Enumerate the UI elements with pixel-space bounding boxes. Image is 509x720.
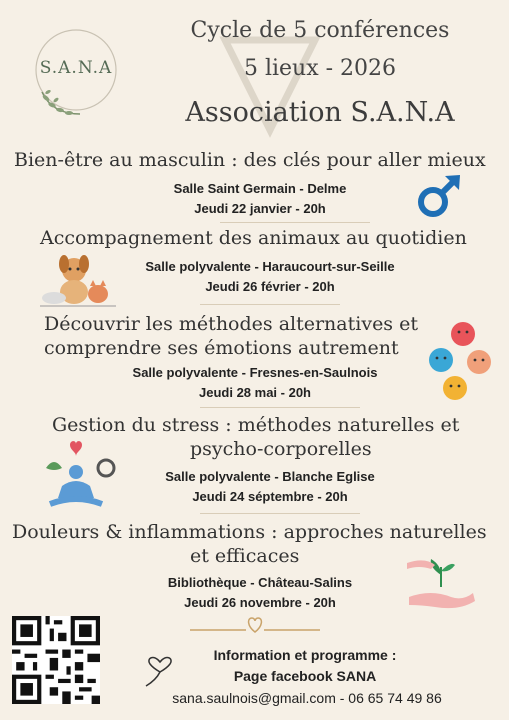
conference-1-title: Bien-être au masculin : des clés pour aller mieux (14, 149, 486, 171)
separator (200, 513, 360, 514)
conference-3-date: Jeudi 28 mai - 20h (199, 385, 311, 400)
conference-5-title-line1: Douleurs & inflammations : approches naturelles (12, 521, 487, 543)
info-line1: Information et programme : (213, 647, 397, 663)
qr-code-icon[interactable] (12, 616, 100, 704)
conference-1-date: Jeudi 22 janvier - 20h (194, 201, 326, 216)
male-symbol-icon (415, 170, 465, 220)
separator (200, 304, 340, 305)
conference-5-title-line2: et efficaces (190, 545, 300, 567)
separator (200, 407, 360, 408)
conference-4-place: Salle polyvalente - Blanche Eglise (165, 469, 375, 484)
conference-2-title: Accompagnement des animaux au quotidien (40, 227, 467, 249)
info-line2[interactable]: Page facebook SANA (233, 668, 377, 684)
conference-2-date: Jeudi 26 février - 20h (205, 279, 335, 294)
conference-2-place: Salle polyvalente - Haraucourt-sur-Seille (145, 259, 395, 274)
conference-4-title-line1: Gestion du stress : méthodes naturelles et (52, 414, 460, 436)
conference-5-date: Jeudi 26 novembre - 20h (184, 595, 336, 610)
conference-3-title-line1: Découvrir les méthodes alternatives et (44, 313, 418, 335)
conference-4-title-line2: psycho-corporelles (190, 438, 372, 460)
meditation-icon (40, 438, 120, 512)
conference-3-place: Salle polyvalente - Fresnes-en-Saulnois (132, 365, 378, 380)
separator (220, 222, 370, 223)
logo (22, 22, 130, 122)
heart-divider-icon (190, 614, 320, 636)
logo-text: S.A.N.A (39, 58, 113, 78)
conference-5-place: Bibliothèque - Château-Salins (167, 575, 353, 590)
conference-3-title-line2: comprendre ses émotions autrement (44, 337, 399, 359)
header-cycle: Cycle de 5 conférences (190, 18, 450, 43)
hands-plant-icon (405, 553, 477, 611)
pets-icon (38, 250, 118, 308)
conference-1-place: Salle Saint Germain - Delme (173, 181, 347, 196)
header-places: 5 lieux - 2026 (243, 56, 397, 81)
emotions-icon (425, 318, 495, 404)
conference-4-date: Jeudi 24 séptembre - 20h (192, 489, 348, 504)
header-association: Association S.A.N.A (185, 97, 455, 128)
contact-line[interactable]: sana.saulnois@gmail.com - 06 65 74 49 86 (172, 690, 442, 706)
